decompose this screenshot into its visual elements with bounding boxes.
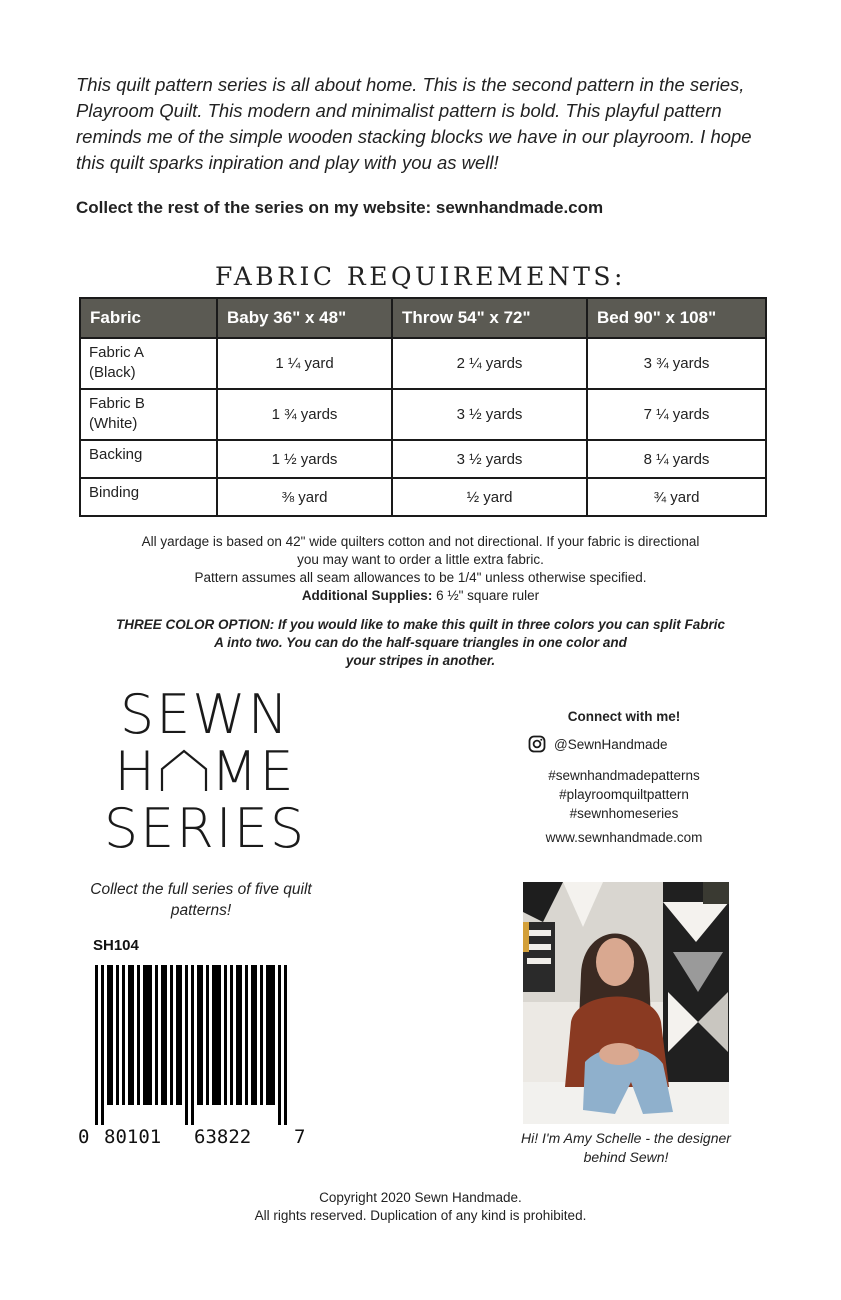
house-outline-icon [159, 749, 209, 793]
yardage-note-line2: you may want to order a little extra fabric. [297, 552, 544, 567]
website-link[interactable]: www.sewnhandmade.com [545, 830, 703, 845]
cell-throw: 3 ½ yards [392, 389, 587, 440]
yardage-notes [60, 533, 781, 605]
intro-paragraph: This quilt pattern series is all about home. This is the second pattern in the series, Playroom Quilt. This modern and minimalist pattern is bold. This playful pattern reminds me of the simple wooden stacking blocks we have in our playroom. I hope this quilt sparks inpiration and play with you as well! [76, 74, 752, 173]
barcode-group-2: 63822 [194, 1126, 252, 1148]
collect-series-website: Collect the rest of the series on my website: sewnhandmade.com [76, 198, 604, 217]
cell-throw: ½ yard [392, 478, 587, 516]
cell-bed: ¾ yard [587, 478, 766, 516]
copyright [0, 1189, 841, 1225]
logo-line-sewn: SEWN [119, 683, 291, 746]
row-label-line1: Fabric A [89, 344, 145, 361]
fabric-requirements-title: FABRIC REQUIREMENTS: [215, 262, 626, 291]
designer-photo-illustration [523, 882, 729, 1124]
three-color-line2: A into two. You can do the half-square triangles in one color and [214, 635, 627, 650]
cell-baby: 1 ¼ yard [217, 338, 392, 389]
logo-line-home [100, 740, 310, 803]
row-label-fabric-b [80, 389, 217, 440]
table-row [80, 389, 766, 440]
hashtag: #sewnhandmadepatterns [548, 768, 700, 783]
cell-throw: 3 ½ yards [392, 440, 587, 478]
supplies-value: 6 ½" square ruler [432, 588, 540, 603]
barcode-first-digit: 0 [78, 1126, 90, 1148]
product-sku: SH104 [93, 937, 139, 954]
logo-line-series: SERIES [103, 797, 307, 860]
column-header-bed: Bed 90" x 108" [587, 298, 766, 338]
instagram-icon [528, 735, 546, 753]
barcode-last-digit: 7 [294, 1126, 306, 1148]
supplies-label: Additional Supplies: [301, 588, 433, 603]
fabric-requirements-table [79, 297, 767, 517]
cell-baby: 1 ¾ yards [217, 389, 392, 440]
barcode-group-1: 80101 [104, 1126, 162, 1148]
connect-heading: Connect with me! [567, 709, 681, 724]
column-header-baby: Baby 36" x 48" [217, 298, 392, 338]
table-row [80, 440, 766, 478]
three-color-line3: your stripes in another. [345, 653, 496, 668]
hashtag: #playroomquiltpattern [559, 787, 689, 802]
copyright-line1: Copyright 2020 Sewn Handmade. [319, 1190, 522, 1205]
three-color-label: THREE COLOR OPTION: [115, 617, 275, 632]
cell-throw: 2 ¼ yards [392, 338, 587, 389]
designer-photo [523, 882, 729, 1124]
row-label-binding: Binding [80, 478, 217, 516]
row-label-line2: (White) [89, 415, 138, 432]
three-color-line1: If you would like to make this quilt in three colors you can split Fabric [274, 617, 726, 632]
cell-bed: 7 ¼ yards [587, 389, 766, 440]
cell-bed: 3 ¾ yards [587, 338, 766, 389]
hashtag: #sewnhomeseries [569, 806, 679, 821]
barcode [80, 965, 306, 1125]
additional-supplies [60, 587, 781, 605]
copyright-line2: All rights reserved. Duplication of any kind is prohibited. [254, 1208, 587, 1223]
row-label-backing: Backing [80, 440, 217, 478]
designer-caption: Hi! I'm Amy Schelle - the designer behind Sewn! [521, 1130, 731, 1165]
cell-baby: 1 ½ yards [217, 440, 392, 478]
instagram-row[interactable] [528, 734, 668, 754]
row-label-fabric-a [80, 338, 217, 389]
collect-full-series-note: Collect the full series of five quilt patterns! [90, 881, 312, 919]
column-header-throw: Throw 54" x 72" [392, 298, 587, 338]
hashtags [519, 766, 729, 823]
column-header-fabric: Fabric [80, 298, 217, 338]
three-color-option [60, 616, 781, 670]
table-header-row [80, 298, 766, 338]
yardage-note-line1: All yardage is based on 42" wide quilters cotton and not directional. If your fabric is directional [141, 534, 700, 549]
table-row [80, 478, 766, 516]
cell-bed: 8 ¼ yards [587, 440, 766, 478]
logo-letters-me: ME [210, 740, 296, 803]
sewn-home-series-logo [100, 683, 310, 860]
seam-allowance-note: Pattern assumes all seam allowances to be 1/4" unless otherwise specified. [194, 570, 647, 585]
instagram-handle[interactable]: @SewnHandmade [554, 736, 668, 752]
table-row [80, 338, 766, 389]
row-label-line1: Fabric B [89, 395, 145, 412]
cell-baby: ⅜ yard [217, 478, 392, 516]
row-label-line2: (Black) [89, 364, 136, 381]
logo-letter-h: H [114, 740, 157, 803]
